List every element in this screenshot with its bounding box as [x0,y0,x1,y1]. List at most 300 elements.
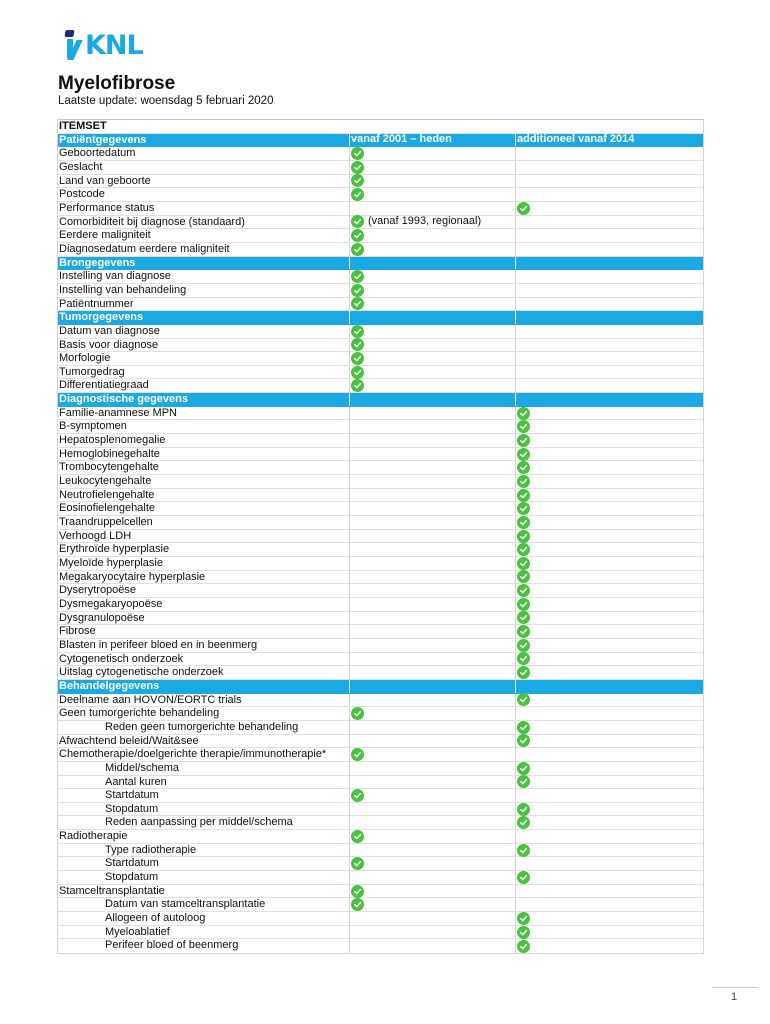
check-icon [351,270,364,283]
check-icon [517,407,530,420]
cell-vanaf-2001 [350,830,516,843]
item-label: Dyserytropoëse [58,584,350,597]
check-icon [351,789,364,802]
cell-additioneel-2014 [516,339,703,352]
cell-vanaf-2001 [350,857,516,870]
check-icon [517,530,530,543]
cell-additioneel-2014 [516,871,703,884]
cell-additioneel-2014 [516,844,703,857]
cell-additioneel-2014 [516,707,703,720]
check-icon [517,652,530,665]
cell-additioneel-2014 [516,571,703,584]
cell-vanaf-2001 [350,420,516,433]
table-row [58,407,703,421]
check-icon [517,762,530,775]
cell-additioneel-2014 [516,352,703,365]
cell-vanaf-2001 [350,284,516,297]
cell-additioneel-2014 [516,379,703,392]
item-label: Eerdere maligniteit [58,229,350,242]
cell-vanaf-2001 [350,844,516,857]
cell-additioneel-2014 [516,735,703,748]
item-label: Traandruppelcellen [58,516,350,529]
cell-additioneel-2014 [516,434,703,447]
table-row [58,694,703,708]
cell-vanaf-2001 [350,229,516,242]
table-row [58,461,703,475]
cell-vanaf-2001 [350,707,516,720]
item-label: Blasten in perifeer bloed en in beenmerg [58,639,350,652]
item-label: Dysmegakaryopoëse [58,598,350,611]
cell-vanaf-2001 [350,721,516,734]
cell-vanaf-2001 [350,584,516,597]
cell-vanaf-2001 [350,243,516,256]
section-header-row [58,311,703,325]
table-row [58,202,703,216]
table-row [58,188,703,202]
check-icon [517,434,530,447]
check-icon [517,912,530,925]
check-icon [351,243,364,256]
column-header-vanaf-2001 [350,680,516,693]
column-header-additioneel-2014: additioneel vanaf 2014 [517,133,635,146]
column-header-vanaf-2001: vanaf 2001 – heden [350,134,516,147]
check-icon [351,857,364,870]
cell-vanaf-2001 [350,735,516,748]
item-label: Geboortedatum [58,147,350,160]
table-row [58,284,703,298]
item-label: Geslacht [58,161,350,174]
last-update-text: Laatste update: woensdag 5 februari 2020 [58,95,274,107]
check-icon [351,215,364,228]
knl-logo [64,28,143,62]
section-title: Diagnostische gegevens [58,393,350,406]
table-row [58,448,703,462]
table-row [58,748,703,762]
check-icon [517,734,530,747]
item-label: Aantal kuren [58,776,350,789]
item-label: Trombocytengehalte [58,461,350,474]
cell-vanaf-2001 [350,298,516,311]
item-label: Postcode [58,188,350,201]
item-label: Myeloablatief [58,926,350,939]
cell-additioneel-2014 [516,243,703,256]
cell-vanaf-2001 [350,748,516,761]
item-label: Myeloïde hyperplasie [58,557,350,570]
check-icon [351,147,364,160]
cell-additioneel-2014 [516,420,703,433]
cell-additioneel-2014 [516,325,703,338]
cell-additioneel-2014 [516,776,703,789]
cell-additioneel-2014 [516,229,703,242]
item-label: Afwachtend beleid/Wait&see [58,735,350,748]
check-icon [517,816,530,829]
column-header-vanaf-2001 [350,311,516,324]
table-row [58,339,703,353]
table-row [58,789,703,803]
table-row [58,502,703,516]
item-label: Verhoogd LDH [58,530,350,543]
cell-additioneel-2014 [516,885,703,898]
page-number: 1 [731,991,738,1003]
cell-additioneel-2014 [516,639,703,652]
table-row [58,898,703,912]
column-header-additioneel-2014 [516,680,703,693]
cell-additioneel-2014 [516,625,703,638]
section-header-row [58,680,703,694]
cell-vanaf-2001 [350,557,516,570]
check-icon [351,885,364,898]
column-header-additioneel-2014 [516,393,703,406]
table-row [58,857,703,871]
cell-vanaf-2001 [350,898,516,911]
cell-additioneel-2014 [516,161,703,174]
check-icon [517,721,530,734]
cell-vanaf-2001 [350,339,516,352]
cell-additioneel-2014 [516,803,703,816]
cell-additioneel-2014 [516,216,703,229]
table-row [58,571,703,585]
cell-vanaf-2001 [350,762,516,775]
cell-additioneel-2014 [516,857,703,870]
check-icon [517,775,530,788]
check-icon [517,940,530,953]
table-row [58,612,703,626]
cell-vanaf-2001 [350,502,516,515]
item-label: Datum van stamceltransplantatie [58,898,350,911]
cell-vanaf-2001 [350,803,516,816]
table-row [58,298,703,312]
cell-additioneel-2014 [516,502,703,515]
check-icon [517,844,530,857]
item-label: Dysgranulopoëse [58,612,350,625]
table-row [58,434,703,448]
check-icon [351,161,364,174]
table-row [58,926,703,940]
item-label: Reden aanpassing per middel/schema [58,816,350,829]
check-icon [517,803,530,816]
table-row [58,871,703,885]
item-label: Hepatosplenomegalie [58,434,350,447]
check-icon [351,748,364,761]
cell-vanaf-2001 [350,776,516,789]
section-header-row [58,257,703,271]
table-row [58,844,703,858]
check-icon [517,202,530,215]
table-row [58,598,703,612]
cell-vanaf-2001 [350,694,516,707]
cell-vanaf-2001 [350,926,516,939]
table-row [58,229,703,243]
cell-vanaf-2001 [350,939,516,953]
table-row [58,366,703,380]
column-header-additioneel-2014 [516,311,703,324]
itemset-table [57,119,704,954]
cell-additioneel-2014 [516,612,703,625]
check-icon [517,543,530,556]
item-label: Eosinofielengehalte [58,502,350,515]
cell-additioneel-2014 [516,789,703,802]
page-title: Myelofibrose [58,73,176,94]
cell-additioneel-2014 [516,543,703,556]
cell-additioneel-2014 [516,530,703,543]
table-row [58,557,703,571]
table-row [58,735,703,749]
item-label: Stamceltransplantatie [58,885,350,898]
item-label: Fibrose [58,625,350,638]
check-icon [517,926,530,939]
table-row [58,776,703,790]
cell-vanaf-2001 [350,366,516,379]
item-label: Middel/schema [58,762,350,775]
cell-additioneel-2014 [516,298,703,311]
cell-vanaf-2001 [350,434,516,447]
item-label: Deelname aan HOVON/EORTC trials [58,694,350,707]
page-number-divider [712,987,758,988]
cell-additioneel-2014 [516,188,703,201]
check-icon [351,188,364,201]
item-label: B-symptomen [58,420,350,433]
check-icon [517,693,530,706]
table-row [58,161,703,175]
check-icon [351,325,364,338]
check-icon [517,502,530,515]
item-label: Geen tumorgerichte behandeling [58,707,350,720]
item-label: Type radiotherapie [58,844,350,857]
cell-additioneel-2014 [516,366,703,379]
section-title: Patiëntgegevens [58,134,350,147]
cell-additioneel-2014 [516,489,703,502]
cell-additioneel-2014 [516,584,703,597]
check-icon [517,461,530,474]
cell-vanaf-2001 [350,816,516,829]
cell-vanaf-2001 [350,912,516,925]
item-label: Perifeer bloed of beenmerg [58,939,350,953]
item-label: Instelling van behandeling [58,284,350,297]
table-row [58,816,703,830]
cell-additioneel-2014 [516,762,703,775]
table-row [58,666,703,680]
check-icon [517,611,530,624]
table-row [58,379,703,393]
check-icon [351,229,364,242]
itemset-header-row [58,120,703,134]
item-label: Megakaryocytaire hyperplasie [58,571,350,584]
itemset-label: ITEMSET [59,120,107,132]
cell-vanaf-2001 [350,639,516,652]
table-row [58,325,703,339]
cell-vanaf-2001 [350,598,516,611]
section-title: Brongegevens [58,257,350,270]
cell-additioneel-2014 [516,926,703,939]
item-label: Instelling van diagnose [58,270,350,283]
check-icon [517,871,530,884]
cell-vanaf-2001 [350,147,516,160]
table-row [58,516,703,530]
cell-additioneel-2014 [516,939,703,953]
table-row [58,803,703,817]
column-header-vanaf-2001 [350,257,516,270]
check-icon [351,297,364,310]
item-label: Radiotherapie [58,830,350,843]
item-label: Morfologie [58,352,350,365]
cell-additioneel-2014 [516,448,703,461]
table-row [58,216,703,230]
item-label: Performance status [58,202,350,215]
table-row [58,175,703,189]
section-title: Tumorgegevens [58,311,350,324]
item-label: Differentiatiegraad [58,379,350,392]
item-label: Neutrofielengehalte [58,489,350,502]
cell-vanaf-2001 [350,188,516,201]
check-icon [517,570,530,583]
section-header-row [58,393,703,407]
check-icon [351,707,364,720]
table-row [58,489,703,503]
cell-vanaf-2001 [350,666,516,679]
cell-vanaf-2001 [350,571,516,584]
cell-vanaf-2001 [350,352,516,365]
check-icon [351,830,364,843]
column-header-additioneel-2014 [516,257,703,270]
item-label: Leukocytengehalte [58,475,350,488]
table-row [58,830,703,844]
cell-vanaf-2001 [350,653,516,666]
item-label: Startdatum [58,789,350,802]
check-icon [351,379,364,392]
table-row [58,543,703,557]
table-row [58,475,703,489]
item-label: Allogeen of autoloog [58,912,350,925]
item-label: Cytogenetisch onderzoek [58,653,350,666]
cell-vanaf-2001 [350,161,516,174]
check-icon [517,584,530,597]
table-row [58,584,703,598]
item-label: Basis voor diagnose [58,339,350,352]
table-row [58,530,703,544]
cell-additioneel-2014 [516,898,703,911]
cell-additioneel-2014 [516,270,703,283]
cell-vanaf-2001 [350,325,516,338]
table-row [58,721,703,735]
cell-additioneel-2014 [516,816,703,829]
table-row [58,270,703,284]
cell-vanaf-2001 [350,475,516,488]
cell-additioneel-2014 [516,912,703,925]
cell-vanaf-2001 [350,543,516,556]
cell-vanaf-2001 [350,270,516,283]
table-row [58,625,703,639]
table-row [58,939,703,953]
check-icon [351,338,364,351]
check-icon [517,516,530,529]
table-row [58,243,703,257]
logo-text: KNL [85,29,143,61]
cell-additioneel-2014 [516,830,703,843]
cell-vanaf-2001 [350,489,516,502]
section-title: Behandelgegevens [58,680,350,693]
check-icon [517,448,530,461]
cell-vanaf-2001 [350,379,516,392]
item-label: Datum van diagnose [58,325,350,338]
logo-mark-icon [64,30,84,60]
check-icon [351,284,364,297]
table-row [58,707,703,721]
cell-additioneel-2014 [516,557,703,570]
cell-additioneel-2014 [516,516,703,529]
cell-vanaf-2001 [350,530,516,543]
check-icon [351,352,364,365]
cell-vanaf-2001 [350,461,516,474]
table-row [58,420,703,434]
cell-vanaf-2001 [350,612,516,625]
table-row [58,352,703,366]
table-row [58,912,703,926]
cell-additioneel-2014 [516,721,703,734]
cell-note: (vanaf 1993, regionaal) [368,215,482,228]
item-label: Tumorgedrag [58,366,350,379]
cell-vanaf-2001 [350,885,516,898]
check-icon [517,598,530,611]
cell-additioneel-2014 [516,461,703,474]
cell-additioneel-2014 [516,653,703,666]
check-icon [517,666,530,679]
item-label: Chemotherapie/doelgerichte therapie/immunotherapie* [58,748,350,761]
cell-vanaf-2001 [350,789,516,802]
cell-additioneel-2014 [516,284,703,297]
check-icon [351,898,364,911]
cell-additioneel-2014 [516,666,703,679]
cell-additioneel-2014 [516,748,703,761]
cell-vanaf-2001 [350,448,516,461]
check-icon [517,625,530,638]
check-icon [517,557,530,570]
table-row [58,639,703,653]
item-label: Startdatum [58,857,350,870]
cell-vanaf-2001 [350,175,516,188]
item-label: Stopdatum [58,803,350,816]
item-label: Diagnosedatum eerdere maligniteit [58,243,350,256]
item-label: Comorbiditeit bij diagnose (standaard) [58,216,350,229]
item-label: Erythroïde hyperplasie [58,543,350,556]
cell-vanaf-2001 [350,202,516,215]
table-row [58,147,703,161]
cell-additioneel-2014 [516,202,703,215]
table-row [58,762,703,776]
item-label: Uitslag cytogenetische onderzoek [58,666,350,679]
check-icon [351,174,364,187]
cell-additioneel-2014 [516,175,703,188]
cell-vanaf-2001 [350,407,516,420]
check-icon [517,475,530,488]
item-label: Land van geboorte [58,175,350,188]
check-icon [517,489,530,502]
cell-additioneel-2014 [516,598,703,611]
section-header-row [58,134,703,148]
cell-vanaf-2001 [350,871,516,884]
check-icon [517,420,530,433]
cell-additioneel-2014 [516,475,703,488]
cell-vanaf-2001 [350,625,516,638]
cell-additioneel-2014 [516,407,703,420]
column-header-vanaf-2001 [350,393,516,406]
table-row [58,885,703,899]
cell-additioneel-2014 [516,147,703,160]
item-label: Familie-anamnese MPN [58,407,350,420]
cell-additioneel-2014 [516,694,703,707]
check-icon [351,366,364,379]
item-label: Stopdatum [58,871,350,884]
item-label: Patiëntnummer [58,298,350,311]
